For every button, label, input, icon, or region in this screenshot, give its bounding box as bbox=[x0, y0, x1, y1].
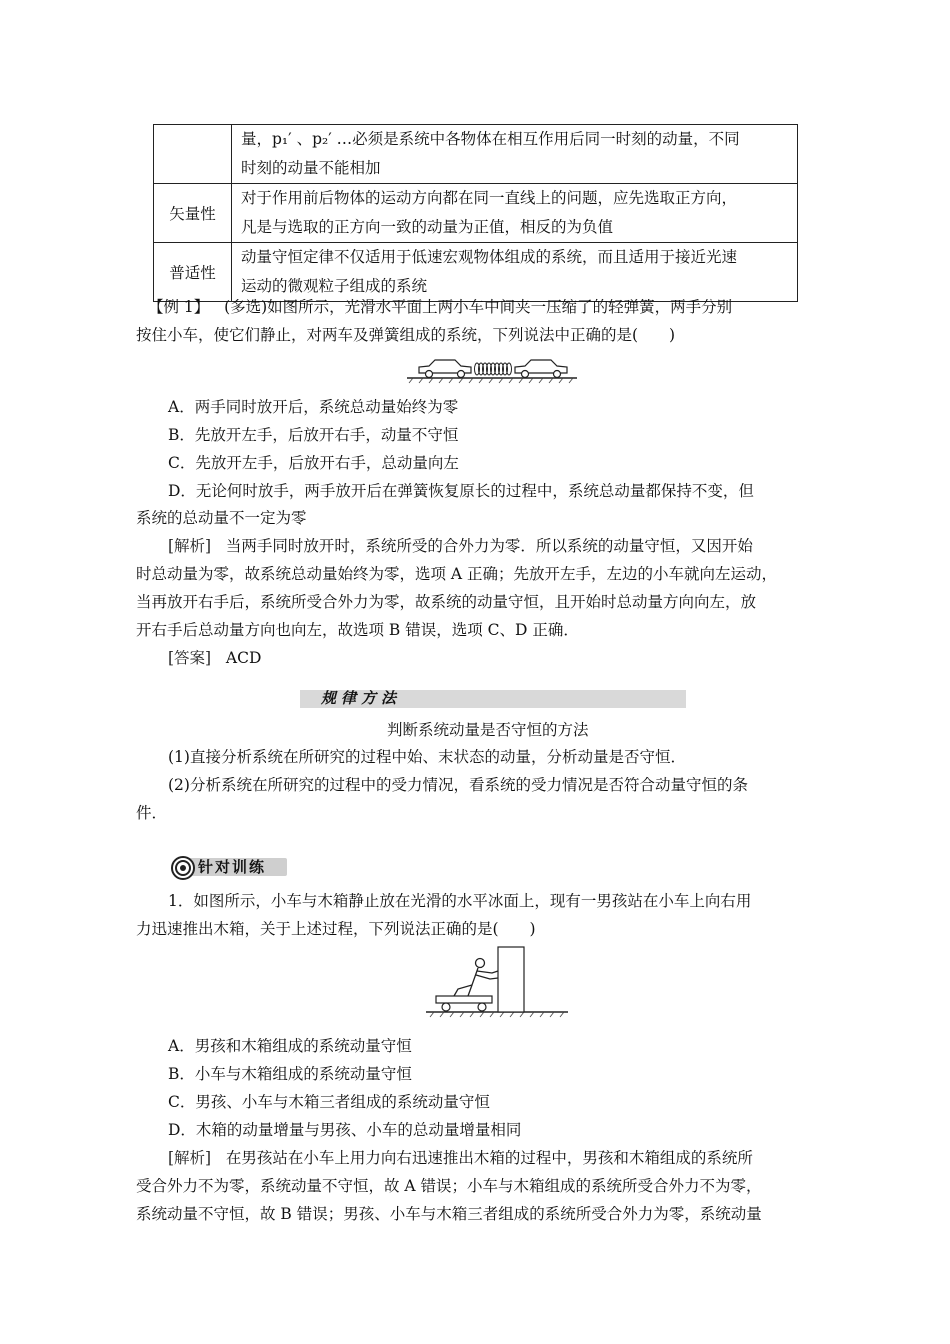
option-c: C．先放开左手，后放开右手，总动量向左 bbox=[168, 454, 459, 472]
analysis-tag: [解析] bbox=[168, 537, 212, 555]
analysis-text: 当两手同时放开时，系统所受的合外力为零．所以系统的动量守恒，又因开始 bbox=[225, 537, 753, 555]
question-text: (多选)如图所示，光滑水平面上两小车中间夹一压缩了的轻弹簧，两手分别 bbox=[224, 298, 733, 316]
option-d: D．无论何时放手，两手放开后在弹簧恢复原长的过程中，系统总动量都保持不变，但 bbox=[168, 482, 754, 500]
option-d-continued: 系统的总动量不一定为零 bbox=[136, 509, 307, 527]
table-row-key: 普适性 bbox=[154, 243, 232, 302]
answer-value: ACD bbox=[225, 649, 262, 667]
option-a: A．男孩和木箱组成的系统动量守恒 bbox=[168, 1037, 412, 1055]
target-icon bbox=[170, 855, 196, 881]
cart bbox=[436, 996, 492, 1011]
analysis-text: 在男孩站在小车上用力向右迅速推出木箱的过程中，男孩和木箱组成的系统所 bbox=[225, 1149, 753, 1167]
option-b: B．小车与木箱组成的系统动量守恒 bbox=[168, 1065, 412, 1083]
example-1-question-line: 按住小车，使它们静止，对两车及弹簧组成的系统，下列说法中正确的是( ) bbox=[136, 326, 676, 344]
method-title: 判断系统动量是否守恒的方法 bbox=[387, 721, 589, 739]
method-header-label: 规律方法 bbox=[320, 689, 401, 707]
option-b: B．先放开左手，后放开右手，动量不守恒 bbox=[168, 426, 459, 444]
table-text: 凡是与选取的正方向一致的动量为正值，相反的为负值 bbox=[241, 218, 614, 236]
analysis-tag: [解析] bbox=[168, 1149, 212, 1167]
analysis-line bbox=[168, 535, 753, 557]
right-car bbox=[515, 360, 567, 378]
table-row-value bbox=[232, 184, 798, 243]
table-text: 量，p₁′ 、p₂′ …必须是系统中各物体在相互作用后同一时刻的动量，不同 bbox=[241, 130, 740, 148]
table-row-value bbox=[232, 125, 798, 184]
boy-cart-box-figure bbox=[422, 945, 572, 1025]
training-header bbox=[170, 855, 290, 881]
analysis-line bbox=[168, 1147, 753, 1169]
analysis-line: 开右手后总动量方向也向左，故选项 B 错误，选项 C、D 正确． bbox=[136, 621, 579, 639]
analysis-line: 当再放开右手后，系统所受合外力为零，故系统的动量守恒，且开始时总动量方向向左，放 bbox=[136, 593, 757, 611]
option-c: C．男孩、小车与木箱三者组成的系统动量守恒 bbox=[168, 1093, 490, 1111]
training-header-label: 针对训练 bbox=[198, 858, 267, 876]
method-point-2-continued: 件． bbox=[136, 804, 168, 822]
table-row-value bbox=[232, 243, 798, 302]
table-text: 时刻的动量不能相加 bbox=[241, 159, 381, 177]
option-a: A．两手同时放开后，系统总动量始终为零 bbox=[168, 398, 459, 416]
table-text: 运动的微观粒子组成的系统 bbox=[241, 277, 428, 295]
method-point-2: (2)分析系统在所研究的过程中的受力情况，看系统的受力情况是否符合动量守恒的条 bbox=[168, 776, 748, 794]
property-table bbox=[153, 124, 798, 302]
boy bbox=[454, 959, 498, 997]
cars-spring-figure bbox=[405, 355, 580, 385]
analysis-line: 受合外力不为零，系统动量不守恒，故 A 错误；小车与木箱组成的系统所受合外力不为零， bbox=[136, 1177, 762, 1195]
spring bbox=[475, 363, 512, 375]
option-d: D．木箱的动量增量与男孩、小车的总动量增量相同 bbox=[168, 1121, 522, 1139]
table-text: 对于作用前后物体的运动方向都在同一直线上的问题，应先选取正方向， bbox=[241, 189, 738, 207]
question-1-line: 力迅速推出木箱，关于上述过程，下列说法正确的是( ) bbox=[136, 920, 536, 938]
left-car bbox=[419, 360, 471, 378]
analysis-line: 系统动量不守恒，故 B 错误；男孩、小车与木箱三者组成的系统所受合外力为零，系统动量 bbox=[136, 1205, 762, 1223]
answer-tag: [答案] bbox=[168, 649, 212, 667]
method-point-1: (1)直接分析系统在所研究的过程中始、末状态的动量，分析动量是否守恒． bbox=[168, 748, 686, 766]
table-row-key-empty bbox=[154, 125, 232, 184]
question-1-line: 1．如图所示，小车与木箱静止放在光滑的水平冰面上，现有一男孩站在小车上向右用 bbox=[168, 892, 752, 910]
answer-line bbox=[168, 647, 261, 669]
example-1-question-line bbox=[148, 296, 732, 318]
table-text: 动量守恒定律不仅适用于低速宏观物体组成的系统，而且适用于接近光速 bbox=[241, 248, 738, 266]
box bbox=[498, 947, 524, 1012]
table-row-key: 矢量性 bbox=[154, 184, 232, 243]
analysis-line: 时总动量为零，故系统总动量始终为零，选项 A 正确；先放开左手，左边的小车就向左运动， bbox=[136, 565, 778, 583]
example-tag: 【例 1】 bbox=[148, 298, 210, 316]
